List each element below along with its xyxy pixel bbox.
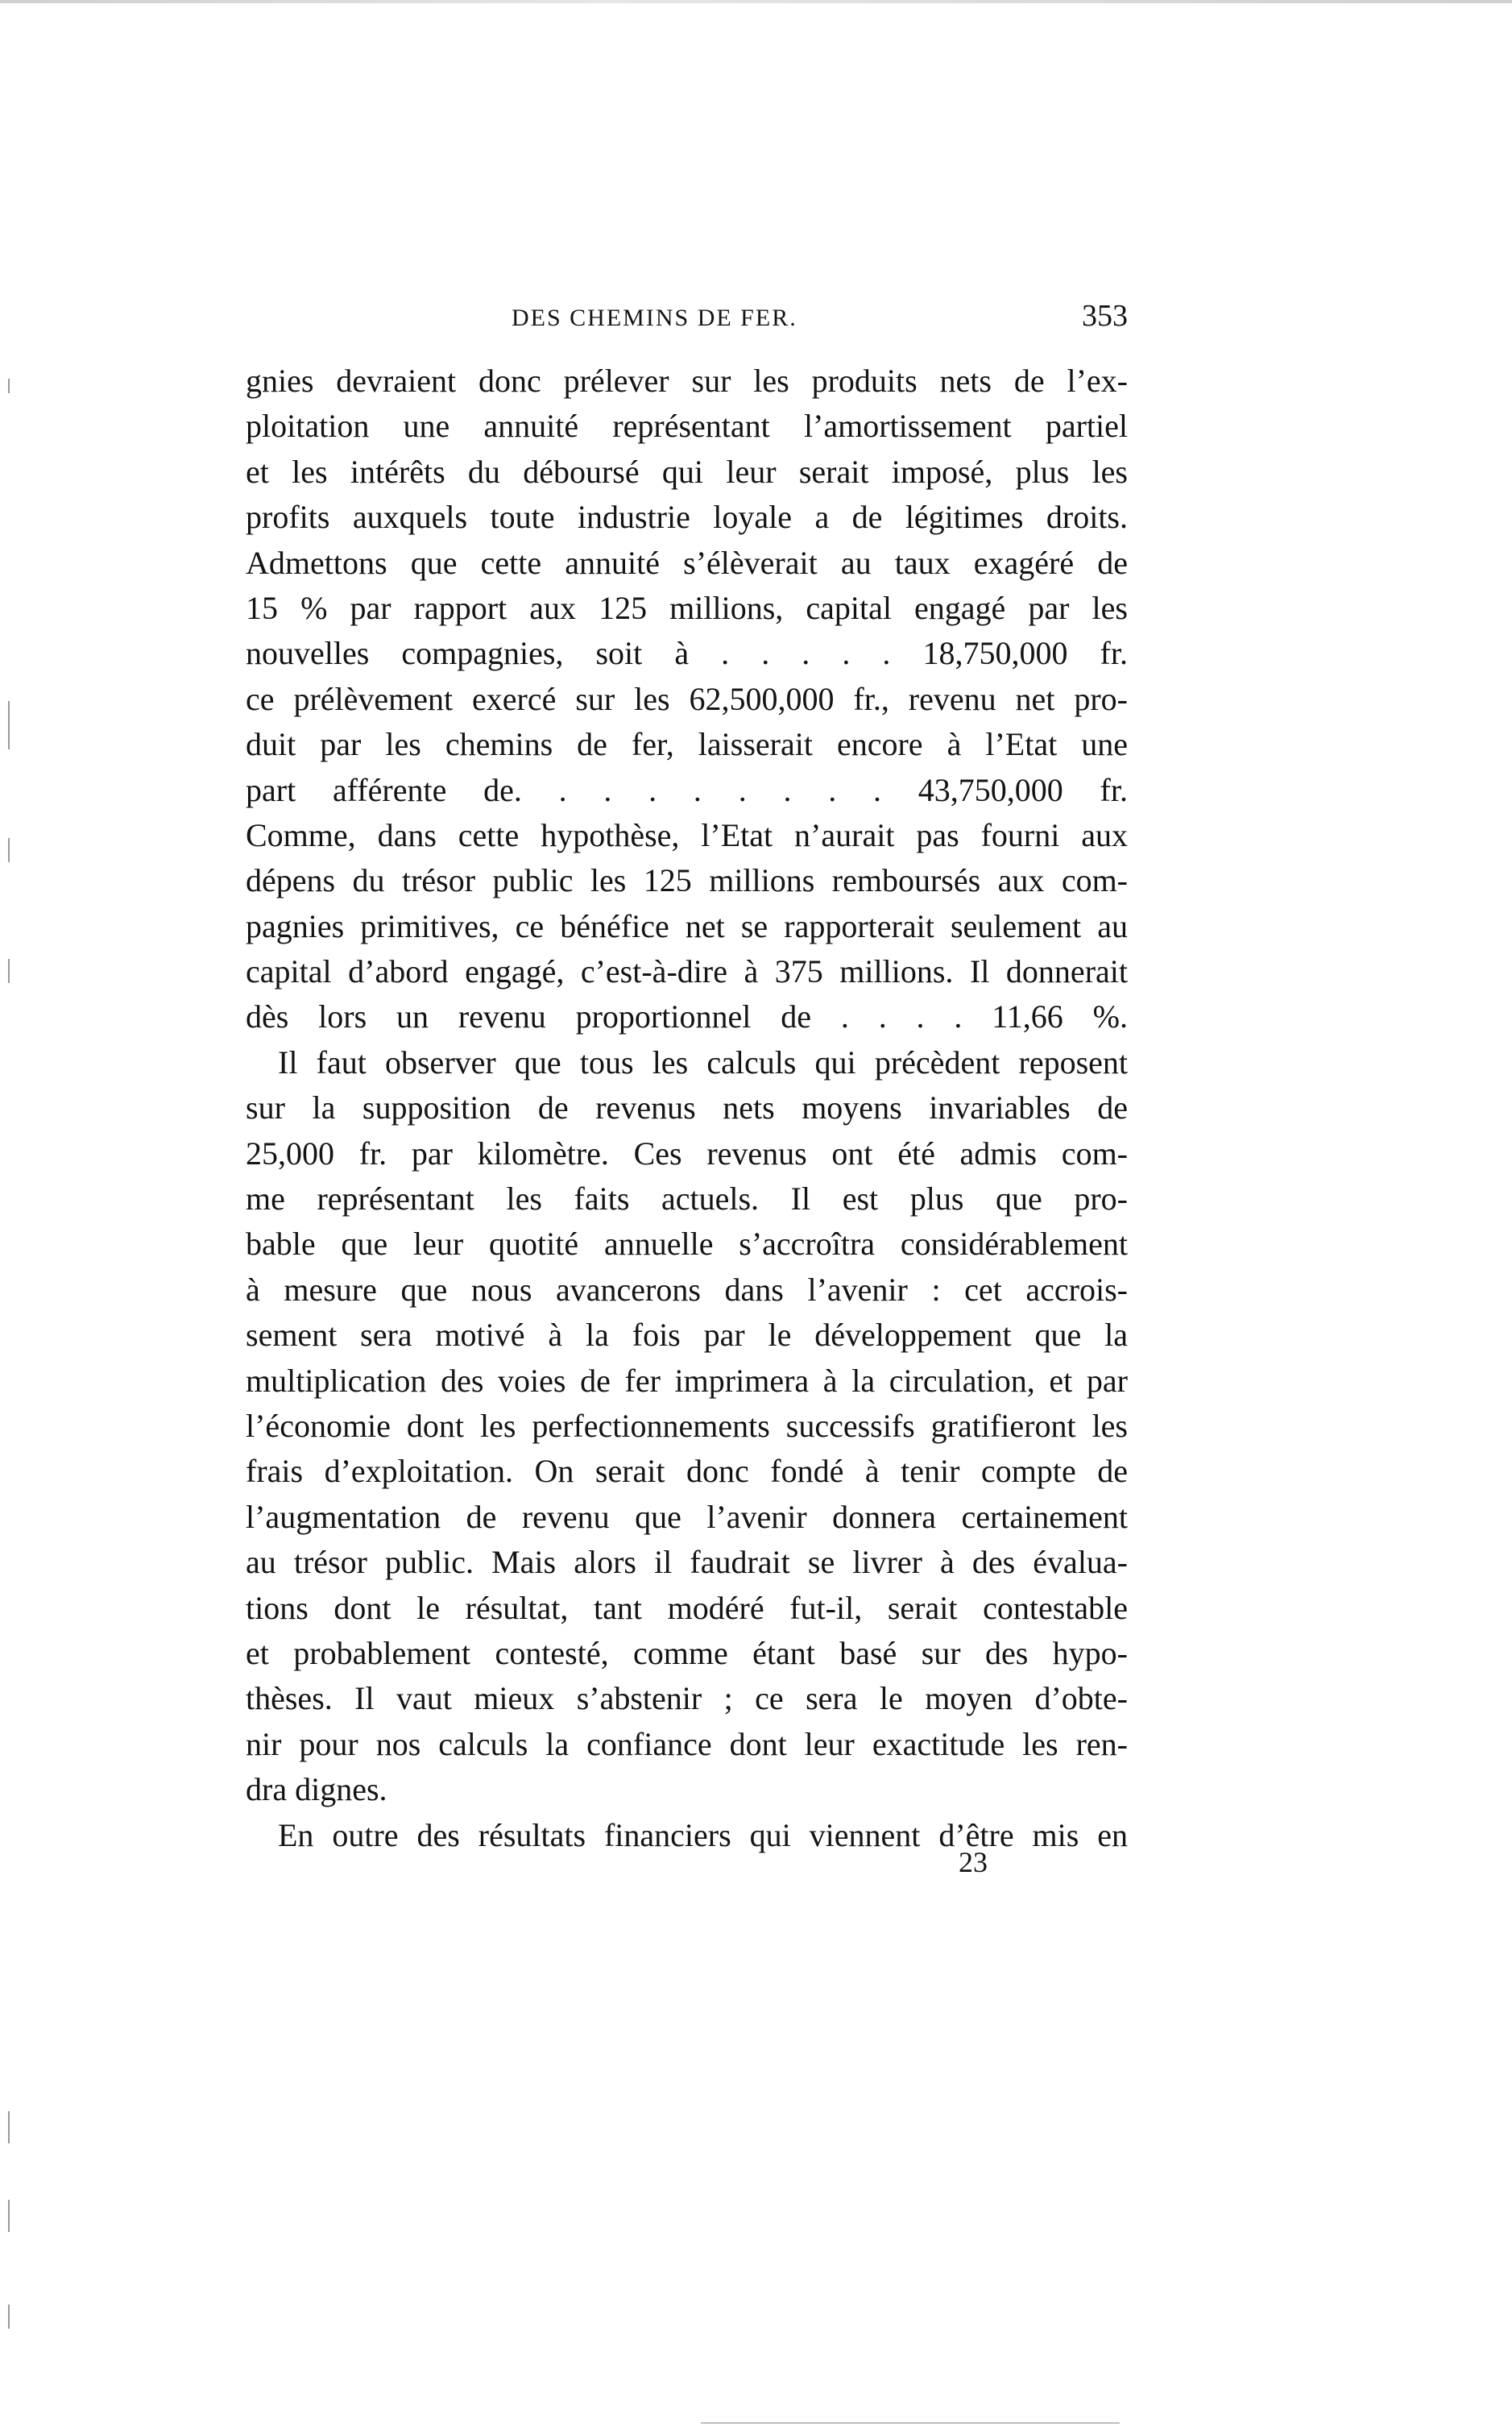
text-line: Il faut observer que tous les calculs qui précèdent reposent [278, 1043, 1128, 1081]
scan-edge-mark [8, 2111, 10, 2143]
scan-edge-mark [8, 379, 10, 393]
text-line: tions dont le résultat, tant modéré fut-il, serait contestable [246, 1589, 1128, 1626]
scan-edge-mark [8, 838, 10, 862]
text-line: au trésor public. Mais alors il faudrait se livrer à des évalua- [246, 1544, 1128, 1581]
text-line: part afférente de. . . . . . . . . 43,750,000 fr. [246, 771, 1128, 808]
text-line: thèses. Il vaut mieux s’abstenir ; ce sera le moyen d’obte- [246, 1680, 1128, 1717]
text-line: Comme, dans cette hypothèse, l’Etat n’aurait pas fourni aux [246, 816, 1128, 853]
text-line: et probablement contesté, comme étant basé sur des hypo- [246, 1634, 1128, 1671]
scan-edge-mark [8, 2200, 10, 2232]
text-line: me représentant les faits actuels. Il est plus que pro- [246, 1180, 1128, 1218]
text-line: multiplication des voies de fer imprimera à la circulation, et par [246, 1362, 1128, 1399]
running-title: DES CHEMINS DE FER. [512, 305, 797, 331]
scan-edge-mark [8, 701, 10, 749]
text-line: pagnies primitives, ce bénéfice net se rapporterait seulement au [246, 907, 1128, 944]
text-line: 25,000 fr. par kilomètre. Ces revenus ont été admis com- [246, 1135, 1128, 1172]
text-line: sement sera motivé à la fois par le développement que la [246, 1317, 1128, 1354]
text-line: bable que leur quotité annuelle s’accroîtra considérablement [246, 1226, 1128, 1263]
scan-edge-mark [8, 959, 10, 983]
page-header [246, 298, 1128, 346]
text-line: duit par les chemins de fer, laisserait encore à l’Etat une [246, 726, 1128, 763]
text-line: frais d’exploitation. On serait donc fondé à tenir compte de [246, 1453, 1128, 1490]
text-line: Admettons que cette annuité s’élèverait au taux exagéré de [246, 544, 1128, 581]
text-line: dépens du trésor public les 125 millions remboursés aux com- [246, 862, 1128, 899]
page-number: 353 [1082, 299, 1128, 333]
text-line: gnies devraient donc prélever sur les produits nets de l’ex- [246, 363, 1128, 399]
text-line: profits auxquels toute industrie loyale a de légitimes droits. [246, 499, 1128, 536]
text-line: l’augmentation de revenu que l’avenir donnera certainement [246, 1498, 1128, 1535]
scan-bottom-edge [701, 2422, 1120, 2424]
signature-mark: 23 [959, 1846, 988, 1878]
text-line: ploitation une annuité représentant l’amortissement partiel [246, 408, 1128, 445]
text-line: sur la supposition de revenus nets moyens invariables de [246, 1089, 1128, 1126]
text-line: l’économie dont les perfectionnements successifs gratifieront les [246, 1407, 1128, 1444]
text-line: dra dignes. [246, 1771, 387, 1808]
text-line: nir pour nos calculs la confiance dont leur exactitude les ren- [246, 1725, 1128, 1762]
scan-top-edge [0, 0, 1512, 3]
text-line: dès lors un revenu proportionnel de . . . . 11,66 %. [246, 998, 1128, 1035]
text-line: et les intérêts du déboursé qui leur serait imposé, plus les [246, 453, 1128, 490]
text-line: ce prélèvement exercé sur les 62,500,000 fr., revenu net pro- [246, 680, 1128, 717]
text-line: capital d’abord engagé, c’est-à-dire à 375 millions. Il donnerait [246, 953, 1128, 990]
scan-edge-mark [8, 2305, 10, 2329]
body-text [246, 359, 1128, 1858]
text-line: 15 % par rapport aux 125 millions, capital engagé par les [246, 589, 1128, 626]
text-line: En outre des résultats financiers qui viennent d’être mis en [278, 1816, 1128, 1853]
text-line: nouvelles compagnies, soit à . . . . . 18,750,000 fr. [246, 635, 1128, 672]
text-line: à mesure que nous avancerons dans l’avenir : cet accrois- [246, 1271, 1128, 1308]
